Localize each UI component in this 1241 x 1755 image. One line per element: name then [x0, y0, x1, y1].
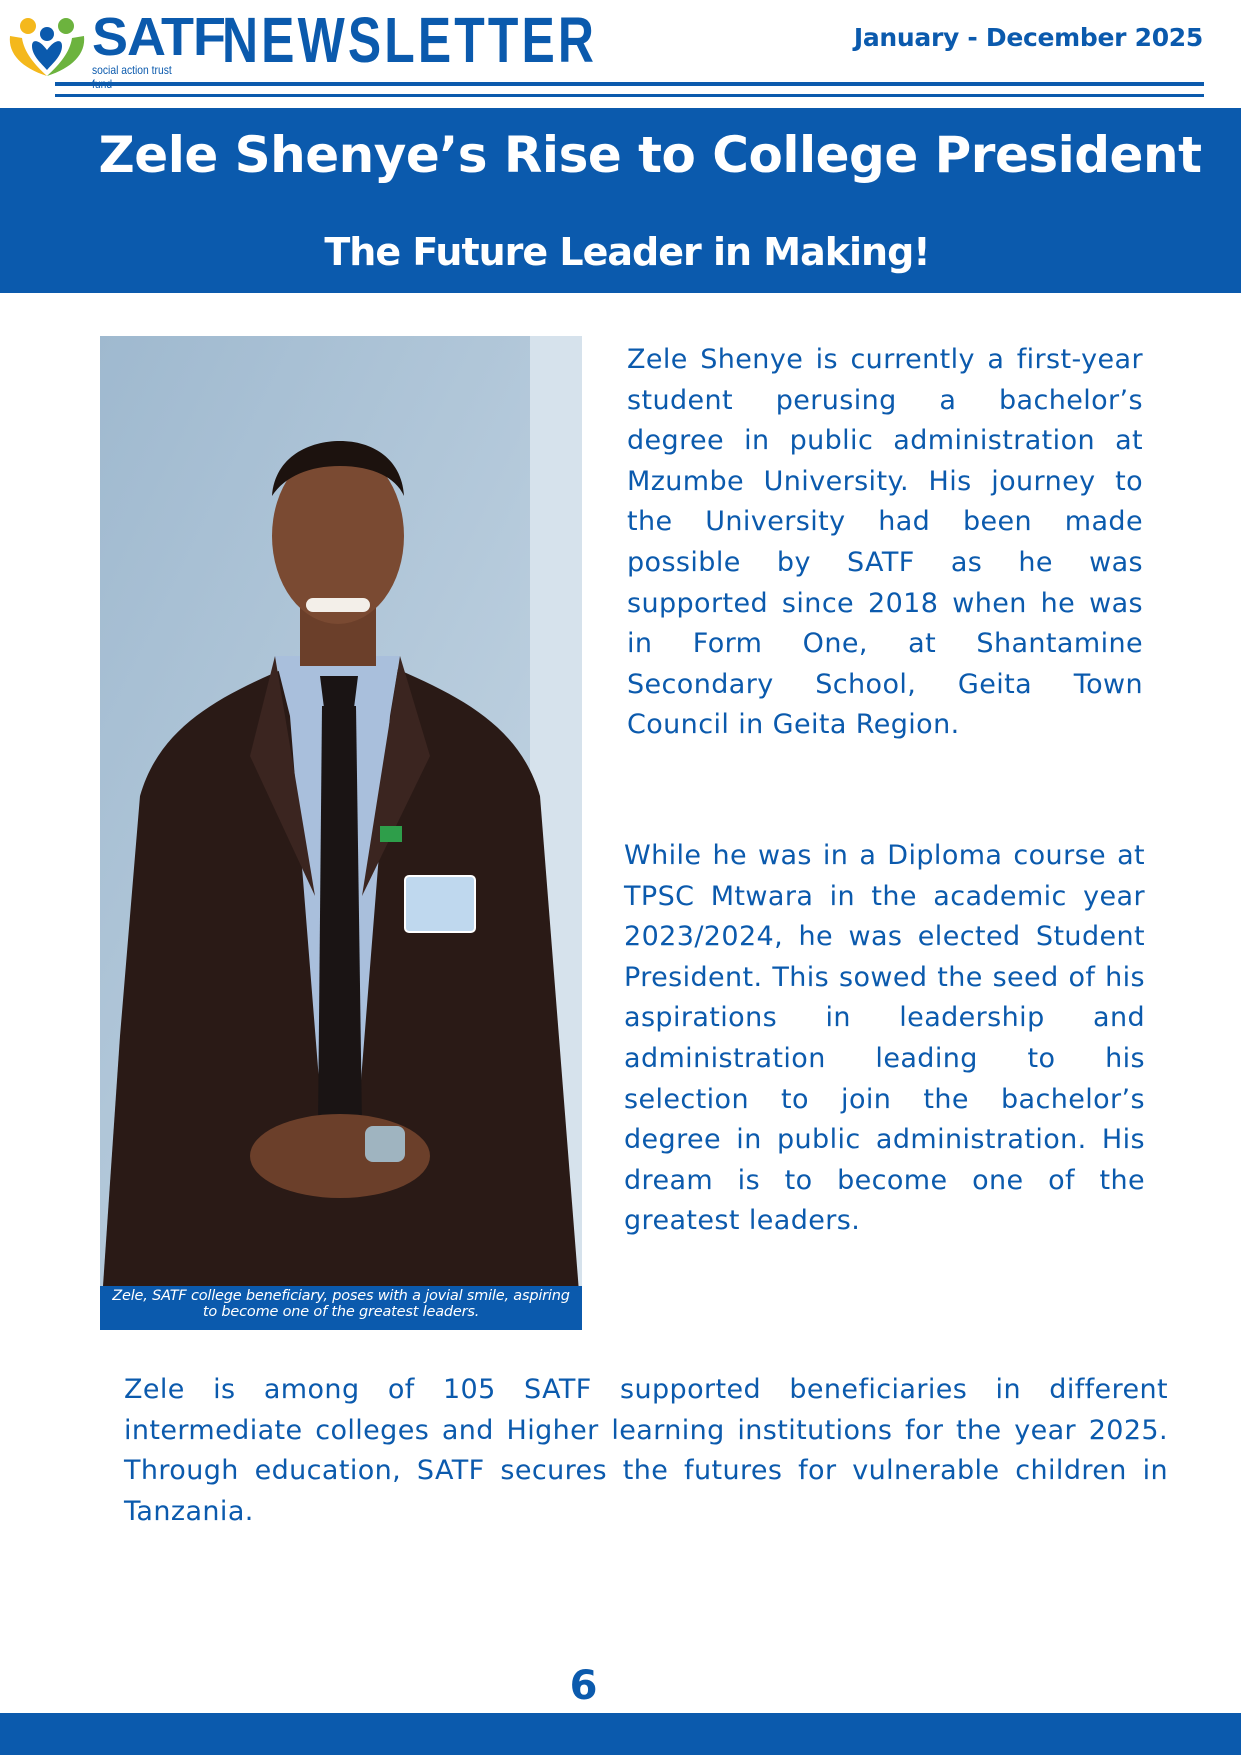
body-paragraph-3: Zele is among of 105 SATF supported beneficiaries in different intermediate colleges and Higher learning institutions for the year 2025. Through education, SATF secures the futures for vulnerable children in Tanzania. [124, 1374, 1168, 1527]
header-divider-top [55, 82, 1204, 86]
portrait-photo [100, 336, 582, 1330]
footer-bar [0, 1713, 1241, 1755]
newsletter-title: NEWSLETTER [222, 4, 598, 76]
logo-wordmark: SATF [92, 7, 225, 67]
satf-logo-mark-icon [6, 10, 88, 80]
body-paragraph-1: Zele Shenye is currently a first-year student perusing a bachelor’s degree in public administration at Mzumbe University. His journey to the University had been made possible by SATF as he was supported since 2018 when he was in Form One, at Shantamine Secondary School, Geita Town Council in Geita Region. [627, 344, 1143, 741]
photo-caption: Zele, SATF college beneficiary, poses with a jovial smile, aspiring to become one of the greatest leaders. [112, 1288, 570, 1320]
date-range: January - December 2025 [853, 23, 1203, 52]
body-paragraph-2: While he was in a Diploma course at TPSC Mtwara in the academic year 2023/2024, he was elected Student President. This sowed the seed of his aspirations in leadership and administration leading to his selection to join the bachelor’s degree in public administration. His dream is to become one of the greatest leaders. [624, 840, 1145, 1237]
logo-tagline: social action trust [92, 63, 172, 77]
satf-logo [6, 7, 225, 80]
article-headline: Zele Shenye’s Rise to College President [98, 126, 1202, 184]
page-number: 6 [569, 1663, 598, 1709]
header-divider-bottom [55, 94, 1204, 97]
article-subheadline: The Future Leader in Making! [324, 230, 930, 274]
